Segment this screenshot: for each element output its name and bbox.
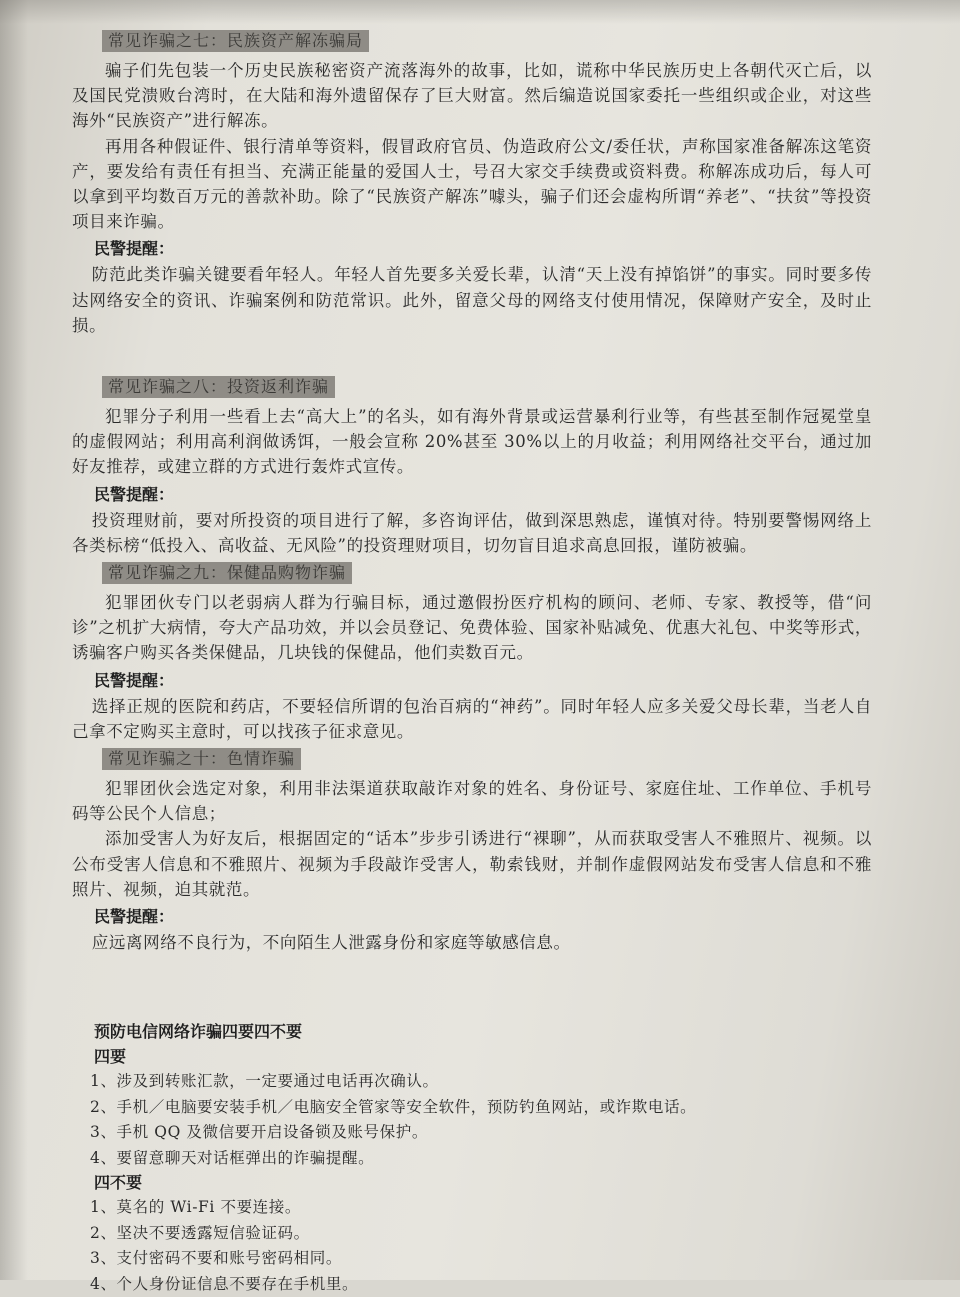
- section-10-paragraph-1: 犯罪团伙会选定对象，利用非法渠道获取敲诈对象的姓名、身份证号、家庭住址、工作单位、手机号码等公民个人信息；: [72, 779, 872, 824]
- section-10-paragraph-2: 添加受害人为好友后，根据固定的“话本”步步引诱进行“裸聊”，从而获取受害人不雅照片、视频。以公布受害人信息和不雅照片、视频为手段敲诈受害人，勒索钱财，并制作虚假网站发布受害人信息和不雅照片、视频，迫其就范。: [72, 829, 872, 899]
- section-10-tip-body: 应远离网络不良行为，不向陌生人泄露身份和家庭等敏感信息。: [91, 933, 571, 953]
- section-9-paragraph-1: 犯罪团伙专门以老弱病人群为行骗目标，通过邀假扮医疗机构的顾问、老师、专家、教授等，借“问诊”之机扩大病情，夸大产品功效，并以会员登记、免费体验、国家补贴减免、优惠大礼包、中奖等形式，诱骗客户购买各类保健品，几块钱的保健品，他们卖数百元。: [72, 593, 872, 663]
- section-7-paragraph-2: 再用各种假证件、银行清单等资料，假冒政府官员、伪造政府公文/委任状，声称国家准备解冻这笔资产，要发给有责任有担当、充满正能量的爱国人士，号召大家交手续费或资料费。称解冻成功后，每人可以拿到平均数百万元的善款补助。除了“民族资产解冻”噱头，骗子们还会虚构所谓“养老”、“扶贫”等投资项目来诈骗。: [72, 136, 872, 232]
- four-do-item: 3、手机 QQ 及微信要开启设备锁及账号保护。: [90, 1123, 428, 1142]
- section-7-tip-label: 民警提醒：: [94, 239, 175, 259]
- four-dont-item: 1、莫名的 Wi-Fi 不要连接。: [90, 1198, 301, 1217]
- four-dont-item: 2、坚决不要透露短信验证码。: [90, 1223, 310, 1242]
- section-8-tip-label: 民警提醒：: [94, 484, 175, 504]
- four-do-title: 四要: [94, 1047, 127, 1067]
- section-8-header: 常见诈骗之八：投资返利诈骗: [102, 376, 335, 398]
- four-do-item: 4、要留意聊天对话框弹出的诈骗提醒。: [90, 1148, 375, 1167]
- section-8-tip-body: 投资理财前，要对所投资的项目进行了解，多咨询评估，做到深思熟虑，谨慎对待。特别要警惕网络上各类标榜“低投入、高收益、无风险”的投资理财项目，切勿盲目追求高息回报，谨防被骗。: [72, 510, 872, 555]
- section-10-tip-label: 民警提醒：: [94, 907, 175, 927]
- four-do-item: 2、手机／电脑要安装手机／电脑安全管家等安全软件，预防钓鱼网站，或诈欺电话。: [90, 1097, 697, 1116]
- section-9-header: 常见诈骗之九：保健品购物诈骗: [102, 562, 352, 584]
- section-10-header: 常见诈骗之十：色情诈骗: [102, 748, 301, 770]
- section-8: [72, 376, 872, 558]
- page-shadow-left: [0, 0, 28, 1280]
- section-10: [72, 748, 872, 955]
- four-do-item: 1、涉及到转账汇款，一定要通过电话再次确认。: [90, 1072, 439, 1091]
- section-9-tip-body: 选择正规的医院和药店，不要轻信所谓的包治百病的“神药”。同时年轻人应多关爱父母长辈，当老人自己拿不定购买主意时，可以找孩子征求意见。: [72, 696, 872, 741]
- four-dont-item: 3、支付密码不要和账号密码相同。: [90, 1249, 342, 1268]
- four-dont-item: 4、个人身份证信息不要存在手机里。: [90, 1274, 359, 1293]
- prevention-title: 预防电信网络诈骗四要四不要: [94, 1022, 303, 1042]
- section-7-header: 常见诈骗之七：民族资产解冻骗局: [102, 30, 369, 52]
- section-8-paragraph-1: 犯罪分子利用一些看上去“高大上”的名头，如有海外背景或运营暴利行业等，有些甚至制作冠冕堂皇的虚假网站；利用高利润做诱饵，一般会宣称 20%甚至 30%以上的月收益；利用网络社交平台，通过加好友推荐，或建立群的方式进行轰炸式宣传。: [72, 407, 872, 477]
- section-9: [72, 562, 872, 744]
- section-7: [72, 30, 872, 338]
- section-7-paragraph-1: 骗子们先包装一个历史民族秘密资产流落海外的故事，比如，谎称中华民族历史上各朝代灭亡后，以及国民党溃败台湾时，在大陆和海外遗留保存了巨大财富。然后编造说国家委托一些组织或企业，对这些海外“民族资产”进行解冻。: [72, 61, 872, 131]
- prevention-section: [72, 1019, 872, 1297]
- section-7-tip-body: 防范此类诈骗关键要看年轻人。年轻人首先要多关爱长辈，认清“天上没有掉馅饼”的事实。同时要多传达网络安全的资讯、诈骗案例和防范常识。此外，留意父母的网络支付使用情况，保障财产安全，及时止损。: [72, 265, 872, 335]
- four-dont-title: 四不要: [94, 1173, 143, 1193]
- document-content: [72, 30, 872, 1297]
- page-shadow-top: [0, 0, 960, 24]
- section-9-tip-label: 民警提醒：: [94, 670, 175, 690]
